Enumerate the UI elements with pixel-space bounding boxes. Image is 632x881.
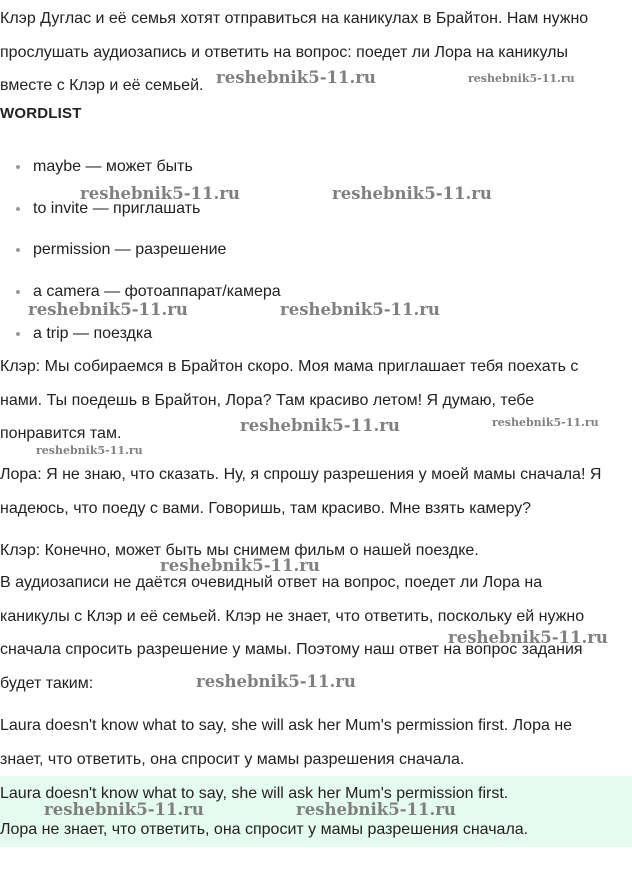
intro-line: прослушать аудиозапись и ответить на вопрос: поедет ли Лора на каникулы xyxy=(0,43,568,61)
watermark: reshebnik5-11.ru xyxy=(28,300,188,319)
answer-line: Laura doesn't know what to say, she will ask her Mum's permission first. Лора не xyxy=(0,717,573,734)
watermark: reshebnik5-11.ru xyxy=(296,800,456,819)
list-item-text: a trip — поездка xyxy=(33,325,153,342)
dialogue-laura xyxy=(0,458,628,525)
watermark: reshebnik5-11.ru xyxy=(280,300,440,319)
bullet-icon xyxy=(16,165,20,169)
watermark: reshebnik5-11.ru xyxy=(468,72,575,85)
watermark: reshebnik5-11.ru xyxy=(80,184,240,203)
dialogue-line: нами. Ты поедешь в Брайтон, Лора? Там красиво летом! Я думаю, тебе xyxy=(0,391,535,409)
bullet-icon xyxy=(16,248,20,252)
answer-russian: Лора не знает, что ответить, она спросит у мамы разрешения сначала. xyxy=(0,820,529,838)
watermark: reshebnik5-11.ru xyxy=(492,416,599,429)
dialogue-line: Клэр: Мы собираемся в Брайтон скоро. Моя мама приглашает тебя поехать с xyxy=(0,358,579,375)
list-item-text: to invite — приглашать xyxy=(33,200,201,217)
answer-line: знает, что ответить, она спросит у мамы разрешения сначала. xyxy=(0,750,465,768)
dialogue-line: Клэр: Конечно, может быть мы снимем фильм о нашей поездке. xyxy=(0,542,479,559)
watermark: reshebnik5-11.ru xyxy=(240,416,400,435)
watermark: reshebnik5-11.ru xyxy=(196,672,356,691)
intro-line: вместе с Клэр и её семьей. xyxy=(0,77,204,94)
watermark: reshebnik5-11.ru xyxy=(216,68,376,87)
explanation-line: сначала спросить разрешение у мамы. Поэтому наш ответ на вопрос задания xyxy=(0,641,583,658)
explanation-line: В аудиозаписи не даётся очевидный ответ на вопрос, поедет ли Лора на xyxy=(0,574,543,591)
watermark: reshebnik5-11.ru xyxy=(448,628,608,647)
answer-english: Laura doesn't know what to say, she will ask her Mum's permission first. xyxy=(0,785,509,802)
watermark: reshebnik5-11.ru xyxy=(160,556,320,575)
intro-paragraph xyxy=(0,2,628,103)
bullet-icon xyxy=(16,290,20,294)
dialogue-line: Лора: Я не знаю, что сказать. Ну, я спрошу разрешения у моей мамы сначала! Я xyxy=(0,466,602,483)
dialogue-claire-1 xyxy=(0,350,628,451)
list-item-text: a camera — фотоаппарат/камера xyxy=(33,283,281,300)
intro-line: Клэр Дуглас и её семья хотят отправиться на каникулах в Брайтон. Нам нужно xyxy=(0,10,589,27)
dialogue-line: понравится там. xyxy=(0,425,122,442)
answer-paragraph xyxy=(0,709,628,776)
bullet-icon xyxy=(16,207,20,211)
wordlist-heading: WORDLIST xyxy=(0,105,82,122)
dialogue-line: надеюсь, что поеду с вами. Говоришь, там красиво. Мне взять камеру? xyxy=(0,499,532,517)
watermark: reshebnik5-11.ru xyxy=(44,800,204,819)
watermark: reshebnik5-11.ru xyxy=(36,444,143,457)
list-item-text: permission — разрешение xyxy=(33,241,227,258)
list-item-text: maybe — может быть xyxy=(33,158,193,175)
explanation-line: будет таким: xyxy=(0,674,94,692)
bullet-icon xyxy=(16,332,20,336)
watermark: reshebnik5-11.ru xyxy=(332,184,492,203)
explanation-line: каникулы с Клэр и её семьей. Клэр не знает, что ответить, поскольку ей нужно xyxy=(0,607,585,625)
